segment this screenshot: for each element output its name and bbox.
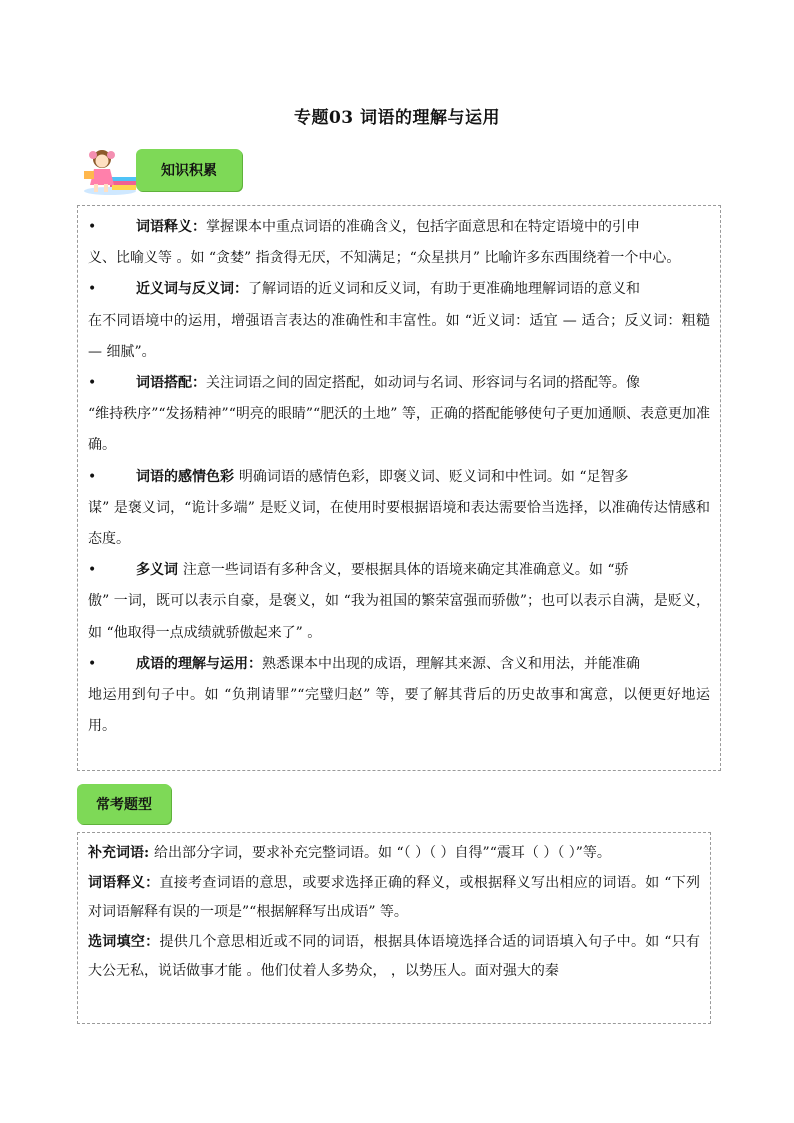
item-text-cont: “维持秩序”“发扬精神”“明亮的眼睛”“肥沃的土地” 等，正确的搭配能够使句子更加通顺、表意更加准确。 [88,406,710,454]
knowledge-item [88,555,710,649]
knowledge-item [88,462,710,556]
item-sep: ： [248,655,262,672]
item-term: 近义词与反义词 [136,281,234,298]
item-text: 注意一些词语有多种含义，要根据具体的语境来确定其准确意义。如 “骄 [182,562,629,579]
knowledge-box [77,205,721,771]
bullet: • [88,655,97,672]
question-type-item [88,839,700,869]
bullet: • [88,468,97,485]
page-title: 专题03 词语的理解与运用 [293,108,501,128]
item-text-cont: 在不同语境中的运用，增强语言表达的准确性和丰富性。如 “近义词：适宜 — 适合；反义词：粗糙 — 细腻”。 [88,312,710,360]
knowledge-item [88,649,710,743]
question-type-item [88,869,700,928]
item-term: 成语的理解与运用 [136,655,248,672]
item-term: 词语释义 [136,219,192,235]
bullet: • [88,375,97,392]
item-text: 明确词语的感情色彩，即褒义词、贬义词和中性词。如 “足智多 [238,468,629,485]
item-sep: : [144,845,155,861]
item-term: 选词填空 [88,933,146,950]
item-text-cont: 义、比喻义等 。如 “贪婪” 指贪得无厌，不知满足；“众星拱月” 比喻许多东西围绕着一个中心。 [88,250,681,267]
item-term: 词语的感情色彩 [136,468,234,485]
item-text: 提供几个意思相近或不同的词语，根据具体语境选择合适的词语填入句子中。如 “只有大公无私，说话做事才能 。他们仗着人多势众， ，以势压人。面对强大的秦 [88,933,701,979]
item-term: 补充词语 [88,845,144,861]
item-term: 词语释义 [88,874,146,891]
item-sep: ： [192,219,206,235]
girl-reading-illustration [80,145,138,195]
section-tag-question-types: 常考题型 [77,784,171,824]
item-text: 熟悉课本中出现的成语，理解其来源、含义和用法，并能准确 [262,655,640,672]
bullet: • [88,219,97,235]
item-sep: ： [234,281,248,298]
item-text: 关注词语之间的固定搭配，如动词与名词、形容词与名词的搭配等。像 [206,375,640,392]
item-text-cont: 谋” 是褒义词，“诡计多端” 是贬义词，在使用时要根据语境和表达需要恰当选择，以准确传达情感和态度。 [88,499,710,548]
knowledge-item [88,212,710,274]
question-type-item [88,928,700,987]
knowledge-item [88,274,710,368]
item-text-cont: 傲” 一词，既可以表示自豪，是褒义，如 “我为祖国的繁荣富强而骄傲”；也可以表示自满，是贬义，如 “他取得一点成绩就骄傲起来了” 。 [88,593,710,641]
item-sep: ： [145,874,160,891]
section-tag-knowledge: 知识积累 [136,149,242,191]
question-types-box [77,832,711,1024]
item-text-cont: 地运用到句子中。如 “负荆请罪”“完璧归赵” 等，要了解其背后的历史故事和寓意，以便更好地运用。 [88,687,710,735]
item-sep: ： [145,933,160,950]
item-sep: ： [192,375,206,392]
bullet: • [88,562,97,579]
item-term: 词语搭配 [136,375,192,392]
knowledge-item [88,368,710,462]
item-text: 了解词语的近义词和反义词，有助于更准确地理解词语的意义和 [248,281,640,298]
bullet: • [88,281,97,298]
item-term: 多义词 [136,562,178,579]
item-text: 直接考查词语的意思，或要求选择正确的释义，或根据释义写出相应的词语。如 “下列对词语解释有误的一项是”“根据解释写出成语” 等。 [88,874,701,920]
item-text: 给出部分字词，要求补充完整词语。如 “（ ）（ ）自得”“震耳（ ）（ ）”等。 [154,845,611,861]
item-text: 掌握课本中重点词语的准确含义，包括字面意思和在特定语境中的引申 [206,219,640,235]
